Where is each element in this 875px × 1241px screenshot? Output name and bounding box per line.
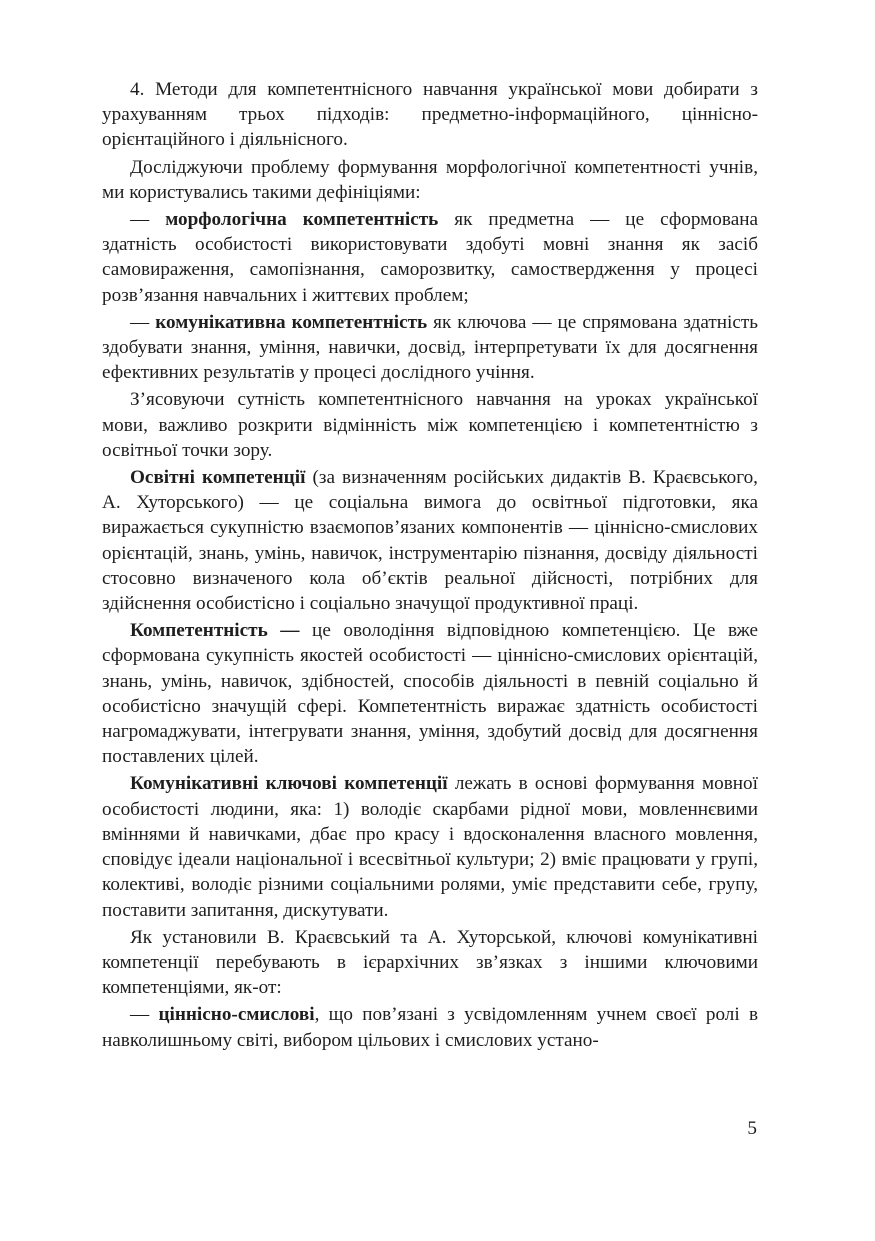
paragraph-text: як ключова — це спрямована здатність здобувати знання, уміння, навички, досвід, інтерпретувати їх для досягнення ефективних результатів у процесі дослідного учіння. [102, 311, 759, 384]
paragraph-text: — [130, 311, 156, 333]
paragraph-text: 4. Методи для компетентнісного навчання української мови добирати з урахуванням трьох підходів: предметно-інформаційного, ціннісно-орієнтаційного і діяльнісного. [102, 79, 758, 151]
term-bold: ціннісно-смислові [158, 1004, 315, 1026]
term-bold: Комунікативні ключові компетенції [130, 773, 448, 795]
paragraph-text: як предметна — це сформована здатність особистості використовувати здобуті мовні знання як засіб самовираження, самопізнання, саморозвитку, самоствердження у процесі розв’язання навчальних і життєвих проблем; [102, 209, 759, 306]
term-bold: Освітні компетенції [130, 467, 306, 489]
paragraph-educational-competences [102, 465, 758, 616]
paragraph-hierarchy [102, 925, 758, 1001]
paragraph-text: З’ясовуючи сутність компетентнісного навчання на уроках української мови, важливо розкрити відмінність між компетенцією і компетентністю з освітньої точки зору. [102, 389, 758, 461]
paragraph-communicative-competence [102, 310, 758, 386]
paragraph-text: це оволодіння відповідною компетенцією. Це вже сформована сукупність якостей особистості — ціннісно-смислових орієнтацій, знань, умінь, навичок, здібностей, способів діяльності в певній соціально й особистісно значущій сфері. Компетентність виражає здатність особистості нагромаджувати, інтегрувати знання, уміння, здобутий досвід для досягнення поставлених цілей. [102, 620, 758, 768]
paragraph-definitions-intro [102, 155, 758, 205]
paragraph-text: лежать в основі формування мовної особистості людини, яка: 1) володіє скарбами рідної мови, мовленнєвими вміннями й навичками, дбає про красу і вдосконалення власного мовлення, сповідує ідеали національної і всесвітньої культури; 2) вміє працювати у групі, колективі, володіє різними соціальними ролями, уміє представити себе, групу, поставити запитання, дискутувати. [102, 773, 758, 921]
paragraph-text: — [130, 1004, 159, 1026]
paragraph-key-competences [102, 771, 758, 922]
paragraph-competence-definition [102, 618, 758, 769]
term-bold: комунікативна компетентність [155, 311, 428, 333]
paragraph-value-semantic [102, 1002, 758, 1052]
page-body [102, 77, 758, 1055]
paragraph-essence [102, 387, 758, 463]
paragraph-text: (за визначенням російських дидактів В. Краєвського, А. Хуторського) — це соціальна вимога до освітньої підготовки, яка виражається сукупністю взаємопов’язаних компонентів — ціннісно-смислових орієнтацій, знань, умінь, навичок, інструментарію пізнання, досвіду діяльності стосовно визначеного кола об’єктів реальної дійсності, потрібних для здійснення особистісно і соціально значущої продуктивної праці. [102, 467, 758, 615]
term-bold: морфологічна компетентність [165, 209, 439, 231]
paragraph-morphological-competence [102, 207, 758, 308]
paragraph-text: — [130, 209, 166, 231]
paragraph-methods [102, 77, 758, 153]
page-number: 5 [747, 1118, 757, 1139]
paragraph-text: Досліджуючи проблему формування морфологічної компетентності учнів, ми користувались такими дефініціями: [102, 156, 758, 203]
paragraph-text: Як установили В. Краєвський та А. Хуторськой, ключові комунікативні компетенції перебувають в ієрархічних зв’язках з іншими ключовими компетенціями, як-от: [102, 926, 758, 999]
term-bold: Компетентність — [130, 620, 300, 642]
paragraph-text: , що пов’язані з усвідомленням учнем своєї ролі в навколишньому світі, вибором цільових і смислових устано- [102, 1004, 759, 1051]
